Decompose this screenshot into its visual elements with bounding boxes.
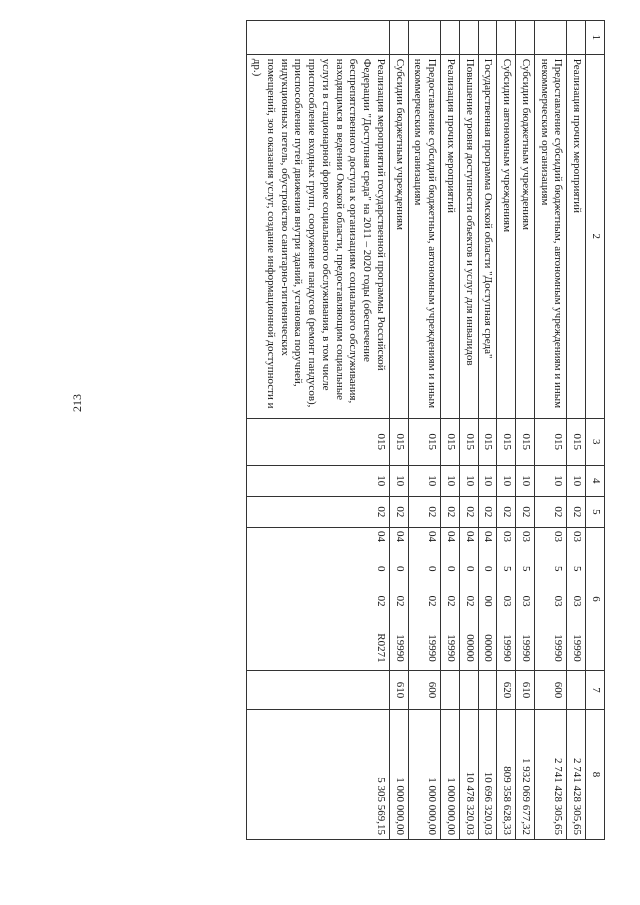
target-article-part: 5 bbox=[520, 566, 532, 572]
section-code-cell: 10 bbox=[460, 465, 479, 496]
expense-type-cell bbox=[247, 670, 390, 709]
item-name-cell: Реализация прочих мероприятий bbox=[567, 54, 586, 418]
target-article-part: 0 bbox=[482, 566, 495, 572]
target-article-code bbox=[498, 528, 516, 670]
section-code-cell: 10 bbox=[478, 465, 497, 496]
expense-type-cell bbox=[441, 670, 460, 709]
item-name-cell: Субсидии бюджетным учреждениям bbox=[516, 54, 535, 418]
section-code-cell: 10 bbox=[516, 465, 535, 496]
expense-type-cell: 610 bbox=[516, 670, 535, 709]
subsection-code-cell: 02 bbox=[408, 496, 441, 527]
target-article-part: 02 bbox=[375, 595, 387, 607]
section-code-cell: 10 bbox=[441, 465, 460, 496]
row-number-cell bbox=[390, 21, 409, 55]
item-name-cell: Субсидии автономным учреждениям bbox=[497, 54, 516, 418]
target-article-cell bbox=[441, 527, 460, 670]
target-article-code bbox=[549, 528, 567, 670]
target-article-part: 5 bbox=[552, 566, 565, 572]
item-name-cell: Предоставление субсидий бюджетным, автономным учреждениям и иным некоммерческим организациям bbox=[535, 54, 568, 418]
target-article-part: 0 bbox=[463, 566, 476, 572]
target-article-part: 00000 bbox=[482, 634, 495, 662]
target-article-cell bbox=[567, 527, 586, 670]
amount-cell: 2 741 428 305,65 bbox=[535, 709, 568, 839]
header-cell: 1 bbox=[586, 21, 605, 55]
ministry-code-cell: 015 bbox=[497, 418, 516, 465]
target-article-part: 0 bbox=[426, 566, 439, 572]
target-article-part: 0 bbox=[393, 566, 406, 572]
amount-cell: 1 932 069 677,32 bbox=[516, 709, 535, 839]
subsection-code-cell: 02 bbox=[390, 496, 409, 527]
target-article-part: 03 bbox=[571, 530, 584, 542]
amount-cell: 1 000 000,00 bbox=[441, 709, 460, 839]
target-article-part: 04 bbox=[445, 530, 457, 542]
target-article-part: 02 bbox=[445, 595, 457, 607]
subsection-code-cell: 02 bbox=[535, 496, 568, 527]
target-article-part: 19990 bbox=[571, 634, 584, 662]
target-article-code bbox=[460, 528, 478, 670]
target-article-part: 03 bbox=[552, 530, 565, 542]
amount-cell: 809 358 628,33 bbox=[497, 709, 516, 839]
target-article-code bbox=[423, 528, 441, 670]
table-row bbox=[516, 21, 535, 840]
header-row bbox=[586, 21, 605, 840]
subsection-code-cell: 02 bbox=[497, 496, 516, 527]
amount-cell: 1 000 000,00 bbox=[408, 709, 441, 839]
target-article-part: 03 bbox=[552, 595, 565, 607]
target-article-code bbox=[479, 528, 497, 670]
budget-table bbox=[247, 20, 606, 840]
target-article-part: 03 bbox=[571, 595, 584, 607]
target-article-cell bbox=[497, 527, 516, 670]
ministry-code-cell: 015 bbox=[478, 418, 497, 465]
target-article-part: 02 bbox=[426, 595, 439, 607]
table-row bbox=[567, 21, 586, 840]
target-article-code bbox=[390, 528, 408, 670]
target-article-part: 02 bbox=[393, 595, 406, 607]
target-article-cell bbox=[535, 527, 568, 670]
target-article-part: 0 bbox=[445, 566, 457, 572]
row-number-cell bbox=[247, 21, 390, 55]
target-article-code bbox=[516, 528, 534, 670]
target-article-code bbox=[441, 528, 459, 670]
target-article-part: 19990 bbox=[501, 634, 514, 662]
row-number-cell bbox=[478, 21, 497, 55]
target-article-code bbox=[568, 528, 586, 670]
row-number-cell bbox=[408, 21, 441, 55]
target-article-part: 19990 bbox=[445, 634, 457, 662]
expense-type-cell: 600 bbox=[408, 670, 441, 709]
target-article-cell bbox=[478, 527, 497, 670]
header-cell: 5 bbox=[586, 496, 605, 527]
row-number-cell bbox=[535, 21, 568, 55]
subsection-code-cell: 02 bbox=[516, 496, 535, 527]
ministry-code-cell: 015 bbox=[390, 418, 409, 465]
item-name-cell: Субсидии бюджетным учреждениям bbox=[390, 54, 409, 418]
expense-type-cell: 600 bbox=[535, 670, 568, 709]
target-article-part: R0271 bbox=[375, 633, 387, 663]
table-row bbox=[247, 21, 390, 840]
table-row bbox=[460, 21, 479, 840]
target-article-cell bbox=[460, 527, 479, 670]
target-article-cell bbox=[390, 527, 409, 670]
header-cell: 3 bbox=[586, 418, 605, 465]
expense-type-cell bbox=[478, 670, 497, 709]
target-article-code bbox=[371, 528, 389, 670]
subsection-code-cell: 02 bbox=[441, 496, 460, 527]
ministry-code-cell: 015 bbox=[516, 418, 535, 465]
header-cell: 2 bbox=[586, 54, 605, 418]
ministry-code-cell: 015 bbox=[441, 418, 460, 465]
target-article-part: 04 bbox=[463, 530, 476, 542]
amount-cell: 1 000 000,00 bbox=[390, 709, 409, 839]
ministry-code-cell: 015 bbox=[535, 418, 568, 465]
section-code-cell: 10 bbox=[535, 465, 568, 496]
target-article-part: 0 bbox=[375, 566, 387, 572]
table-row bbox=[390, 21, 409, 840]
row-number-cell bbox=[567, 21, 586, 55]
subsection-code-cell: 02 bbox=[478, 496, 497, 527]
subsection-code-cell: 02 bbox=[460, 496, 479, 527]
target-article-part: 19990 bbox=[552, 634, 565, 662]
item-name-cell: Реализация прочих мероприятий bbox=[441, 54, 460, 418]
ministry-code-cell: 015 bbox=[408, 418, 441, 465]
target-article-cell bbox=[408, 527, 441, 670]
item-name-cell: Предоставление субсидий бюджетным, автономным учреждениям и иным некоммерческим организациям bbox=[408, 54, 441, 418]
target-article-part: 5 bbox=[571, 566, 584, 572]
item-name-cell: Реализация мероприятий государственной программы Российской Федерации "Доступная среда" на 2011 – 2020 годы (обеспечение беспрепятственного доступа к организациям социального обслуживания, находящимся в ведении Омской области, предоставляющим социальные услуги в стационарной форме социального обслуживания, в том числе приспособление входных групп, сооружение пандусов (ремонт пандусов), приспособление путей движения внутри зданий, установка поручней, индукционных петель, обустройство санитарно-гигиенических помещений, зон оказания услуг, создание информационной доступности и др.) bbox=[247, 54, 390, 418]
target-article-part: 19990 bbox=[520, 634, 532, 662]
target-article-part: 5 bbox=[501, 566, 514, 572]
row-number-cell bbox=[460, 21, 479, 55]
section-code-cell: 10 bbox=[567, 465, 586, 496]
target-article-cell bbox=[247, 527, 390, 670]
ministry-code-cell: 015 bbox=[567, 418, 586, 465]
section-code-cell: 10 bbox=[497, 465, 516, 496]
page-number: 213 bbox=[70, 394, 84, 412]
item-name-cell: Государственная программа Омской области "Доступная среда" bbox=[478, 54, 497, 418]
amount-cell: 10 696 320,03 bbox=[478, 709, 497, 839]
target-article-part: 03 bbox=[501, 530, 514, 542]
expense-type-cell bbox=[567, 670, 586, 709]
table-row bbox=[408, 21, 441, 840]
target-article-part: 00000 bbox=[463, 634, 476, 662]
row-number-cell bbox=[441, 21, 460, 55]
target-article-part: 04 bbox=[375, 530, 387, 542]
section-code-cell: 10 bbox=[390, 465, 409, 496]
expense-type-cell: 610 bbox=[390, 670, 409, 709]
target-article-part: 04 bbox=[482, 530, 495, 542]
subsection-code-cell: 02 bbox=[567, 496, 586, 527]
table-row bbox=[441, 21, 460, 840]
amount-cell: 2 741 428 305,65 bbox=[567, 709, 586, 839]
target-article-part: 03 bbox=[520, 530, 532, 542]
table-row bbox=[478, 21, 497, 840]
row-number-cell bbox=[516, 21, 535, 55]
row-number-cell bbox=[497, 21, 516, 55]
section-code-cell: 10 bbox=[408, 465, 441, 496]
amount-cell: 5 305 569,15 bbox=[247, 709, 390, 839]
expense-type-cell: 620 bbox=[497, 670, 516, 709]
target-article-part: 19990 bbox=[393, 634, 406, 662]
header-cell: 7 bbox=[586, 670, 605, 709]
ministry-code-cell: 015 bbox=[460, 418, 479, 465]
table-row bbox=[535, 21, 568, 840]
header-cell: 4 bbox=[586, 465, 605, 496]
target-article-part: 02 bbox=[463, 595, 476, 607]
target-article-part: 03 bbox=[520, 595, 532, 607]
target-article-part: 03 bbox=[501, 595, 514, 607]
target-article-part: 04 bbox=[426, 530, 439, 542]
item-name-cell: Повышение уровня доступности объектов и услуг для инвалидов bbox=[460, 54, 479, 418]
target-article-cell bbox=[516, 527, 535, 670]
amount-cell: 10 478 320,03 bbox=[460, 709, 479, 839]
header-cell: 8 bbox=[586, 709, 605, 839]
expense-type-cell bbox=[460, 670, 479, 709]
subsection-code-cell: 02 bbox=[247, 496, 390, 527]
target-article-part: 19990 bbox=[426, 634, 439, 662]
target-article-part: 00 bbox=[482, 595, 495, 607]
header-cell: 6 bbox=[586, 527, 605, 670]
ministry-code-cell: 015 bbox=[247, 418, 390, 465]
budget-table-sheet bbox=[55, 20, 605, 840]
target-article-part: 04 bbox=[393, 530, 406, 542]
section-code-cell: 10 bbox=[247, 465, 390, 496]
table-row bbox=[497, 21, 516, 840]
